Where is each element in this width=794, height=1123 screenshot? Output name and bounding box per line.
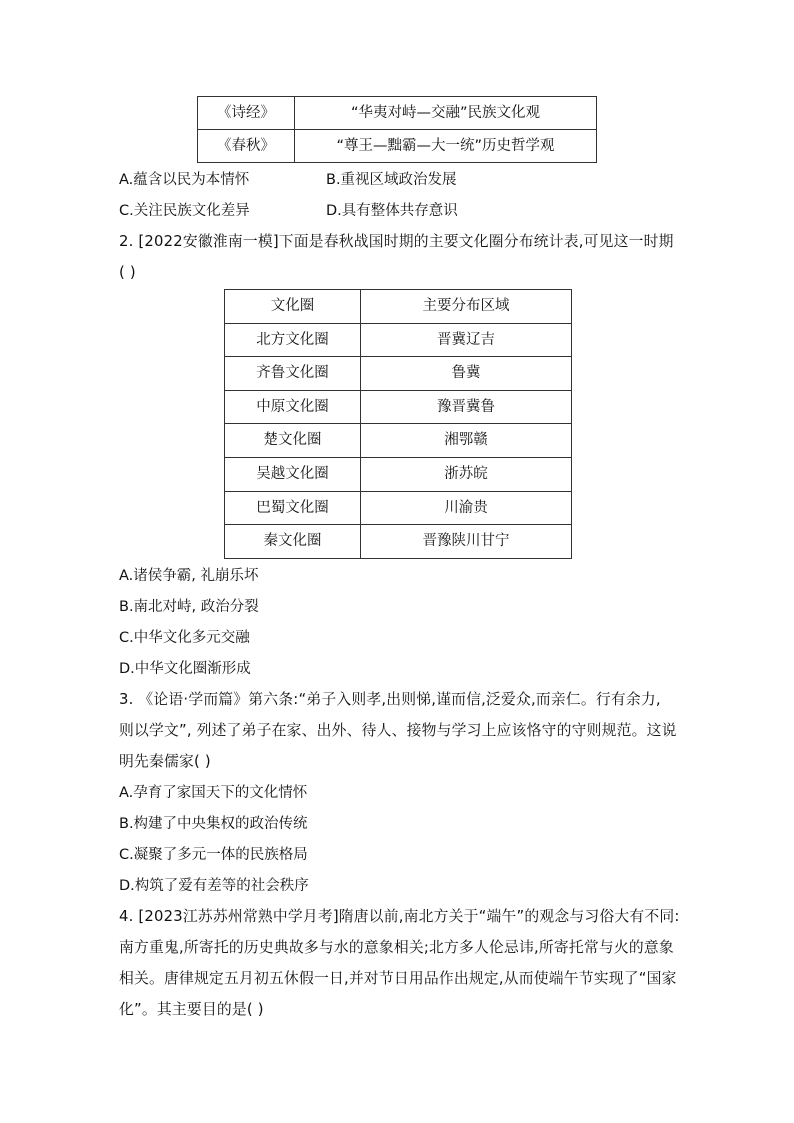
q2-option-b: B.南北对峙, 政治分裂 xyxy=(119,599,259,615)
q1-option-d: D.具有整体共存意识 xyxy=(326,203,458,219)
q4-stem-line-1: 4. [2023江苏苏州常熟中学月考]隋唐以前,南北方关于“端午”的观念与习俗大有不同: xyxy=(119,908,680,925)
table-row xyxy=(225,390,572,424)
table-row xyxy=(225,424,572,458)
table-cell: 巴蜀文化圈 xyxy=(225,491,361,525)
table-cell: 楚文化圈 xyxy=(225,424,361,458)
table-cell: “华夷对峙—交融”民族文化观 xyxy=(295,97,597,130)
table-cell: 秦文化圈 xyxy=(225,525,361,559)
table-row xyxy=(225,357,572,391)
table-row xyxy=(225,323,572,357)
q3-stem-line-1: 3. 《论语·学而篇》第六条:“弟子入则孝,出则悌,谨而信,泛爱众,而亲仁。行有余力, xyxy=(119,691,661,708)
table-cell: 豫晋冀鲁 xyxy=(361,390,572,424)
table-row xyxy=(225,457,572,491)
table-cell: 川渝贵 xyxy=(361,491,572,525)
table-cell: 湘鄂赣 xyxy=(361,424,572,458)
q1-option-c: C.关注民族文化差异 xyxy=(119,203,250,219)
table-cell: “尊王—黜霸—大一统”历史哲学观 xyxy=(295,130,597,163)
q2-option-a: A.诸侯争霸, 礼崩乐坏 xyxy=(119,568,259,584)
table-cell: 齐鲁文化圈 xyxy=(225,357,361,391)
column-header: 文化圈 xyxy=(225,290,361,324)
table-row xyxy=(198,130,597,163)
q1-option-b: B.重视区域政治发展 xyxy=(326,172,457,188)
q3-option-d: D.构筑了爱有差等的社会秩序 xyxy=(119,878,309,894)
q2-stem-line-1: 2. [2022安徽淮南一模]下面是春秋战国时期的主要文化圈分布统计表,可见这一时期 xyxy=(119,233,674,250)
q3-option-b: B.构建了中央集权的政治传统 xyxy=(119,816,308,832)
table-row xyxy=(225,525,572,559)
table-row xyxy=(198,97,597,130)
table-cell: 晋冀辽吉 xyxy=(361,323,572,357)
q4-stem-line-3: 相关。唐律规定五月初五休假一日,并对节日用品作出规定,从而使端午节实现了“国家 xyxy=(119,970,677,987)
q3-option-c: C.凝聚了多元一体的民族格局 xyxy=(119,847,308,863)
classics-table xyxy=(197,96,597,163)
table-header-row xyxy=(225,290,572,324)
table-cell: 鲁冀 xyxy=(361,357,572,391)
column-header: 主要分布区域 xyxy=(361,290,572,324)
q2-option-c: C.中华文化多元交融 xyxy=(119,630,250,646)
q2-option-d: D.中华文化圈渐形成 xyxy=(119,661,251,677)
table-cell: 《春秋》 xyxy=(198,130,295,163)
q4-stem-line-2: 南方重鬼,所寄托的历史典故多与水的意象相关;北方多人伦忌讳,所寄托常与火的意象 xyxy=(119,939,674,956)
table-cell: 北方文化圈 xyxy=(225,323,361,357)
table-row xyxy=(225,491,572,525)
table-cell: 浙苏皖 xyxy=(361,457,572,491)
q3-stem-line-3: 明先秦儒家( ) xyxy=(119,753,211,770)
q2-stem-line-2: ( ) xyxy=(119,264,136,281)
table-cell: 吴越文化圈 xyxy=(225,457,361,491)
table-cell: 中原文化圈 xyxy=(225,390,361,424)
table-cell: 《诗经》 xyxy=(198,97,295,130)
culture-circle-table xyxy=(224,289,572,559)
table-cell: 晋豫陕川甘宁 xyxy=(361,525,572,559)
q1-option-a: A.蕴含以民为本情怀 xyxy=(119,172,250,188)
q3-option-a: A.孕育了家国天下的文化情怀 xyxy=(119,785,308,801)
q3-stem-line-2: 则以学文”, 列述了弟子在家、出外、待人、接物与学习上应该恪守的守则规范。这说 xyxy=(119,722,677,739)
q4-stem-line-4: 化”。其主要目的是( ) xyxy=(119,1001,264,1018)
